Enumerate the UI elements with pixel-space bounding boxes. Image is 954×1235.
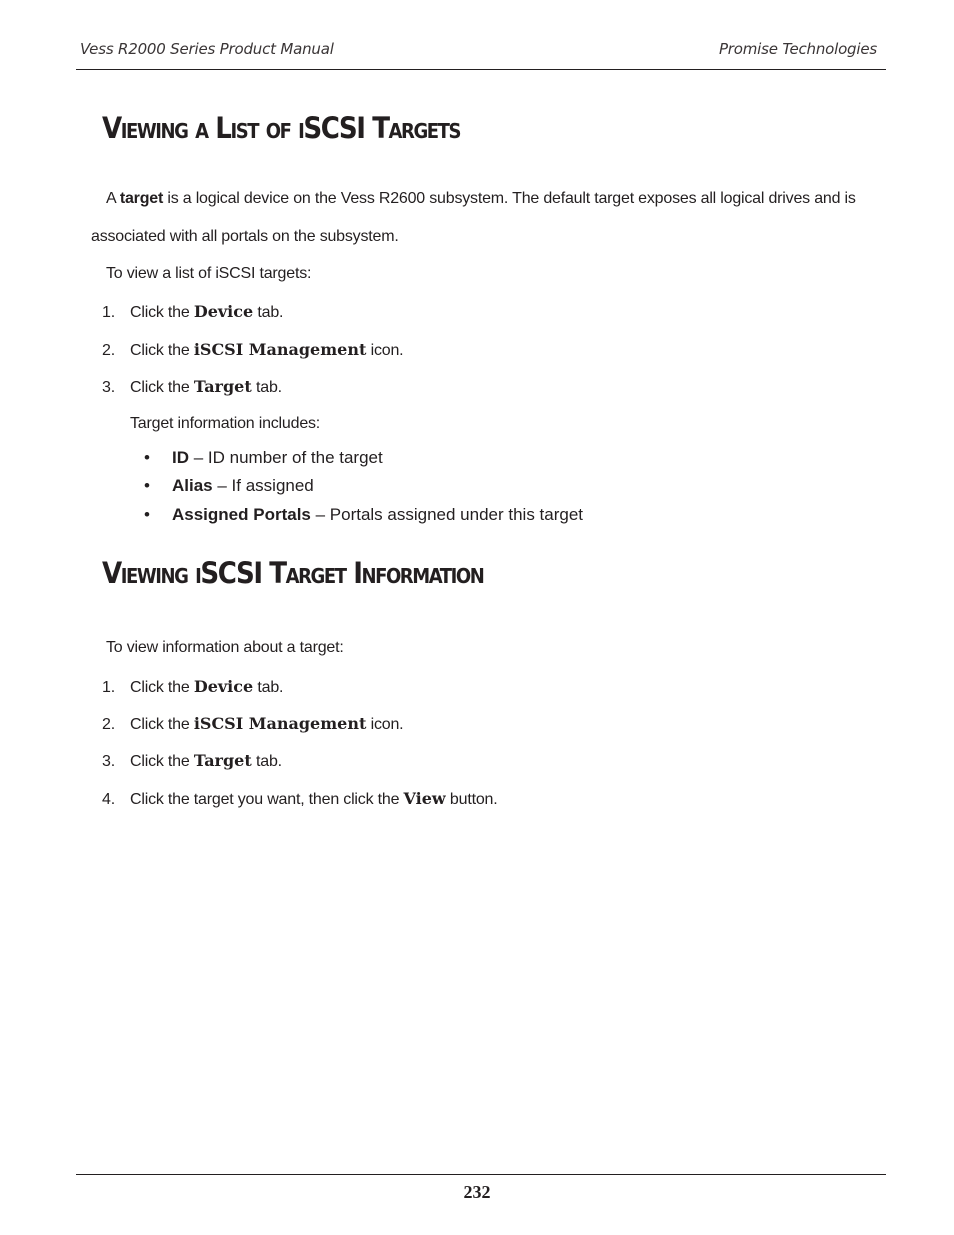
step-number: 3. <box>102 379 115 396</box>
list-item <box>144 476 314 496</box>
step-item <box>102 377 282 397</box>
bullet-desc: – If assigned <box>212 476 314 495</box>
procedure-lead: To view information about a target: <box>106 639 344 656</box>
step-item <box>102 340 403 360</box>
ui-term-iscsi-management: iSCSI Management <box>193 340 367 359</box>
section-heading-list-targets: Viewing a List of iSCSI Targets <box>102 111 461 145</box>
step-text: button. <box>445 791 498 808</box>
bullet-desc: – ID number of the target <box>189 448 383 467</box>
step-text: tab. <box>251 753 282 770</box>
bullet-term: ID <box>172 448 189 467</box>
step-text: tab. <box>253 304 284 321</box>
intro-paragraph-line-1 <box>106 190 856 208</box>
step-item <box>102 714 403 734</box>
ui-term-target: Target <box>193 751 252 770</box>
bullet-desc: – Portals assigned under this target <box>310 505 584 524</box>
bullet-glyph: • <box>144 448 150 467</box>
step-text: Click the <box>130 304 194 321</box>
intro-text: A <box>106 190 120 207</box>
step-number: 2. <box>102 342 115 359</box>
ui-term-device: Device <box>193 302 254 321</box>
list-item <box>144 448 383 468</box>
step-text: Click the <box>130 679 194 696</box>
step-item <box>102 677 283 697</box>
step-text: Click the <box>130 753 194 770</box>
ui-term-target: Target <box>193 377 252 396</box>
ui-term-iscsi-management: iSCSI Management <box>193 714 367 733</box>
step-text: Click the target you want, then click the <box>130 791 404 808</box>
bullet-term: Assigned Portals <box>172 505 311 524</box>
step-number: 1. <box>102 679 115 696</box>
step-number: 4. <box>102 791 115 808</box>
company-name: Promise Technologies <box>718 40 877 58</box>
step-text: Click the <box>130 716 194 733</box>
manual-title: Vess R2000 Series Product Manual <box>80 40 334 58</box>
step-item <box>102 302 283 322</box>
footer-rule <box>76 1174 886 1175</box>
term-target: target <box>119 190 164 207</box>
step-number: 3. <box>102 753 115 770</box>
ui-term-device: Device <box>193 677 254 696</box>
bullet-glyph: • <box>144 476 150 495</box>
step-text: tab. <box>251 379 282 396</box>
info-lead: Target information includes: <box>130 415 321 432</box>
step-number: 1. <box>102 304 115 321</box>
step-text: Click the <box>130 342 194 359</box>
step-item <box>102 751 282 771</box>
intro-paragraph-line-2: associated with all portals on the subsystem. <box>91 228 399 245</box>
bullet-glyph: • <box>144 505 150 524</box>
procedure-lead: To view a list of iSCSI targets: <box>106 265 312 282</box>
step-text: tab. <box>253 679 284 696</box>
ui-term-view: View <box>403 789 446 808</box>
step-text: icon. <box>366 342 404 359</box>
section-heading-target-info: Viewing iSCSI Target Information <box>102 556 484 590</box>
intro-text: is a logical device on the Vess R2600 subsystem. The default target exposes all logical drives and is <box>163 190 856 207</box>
bullet-term: Alias <box>172 476 213 495</box>
page-number: 232 <box>463 1182 491 1202</box>
step-text: icon. <box>366 716 404 733</box>
step-item <box>102 789 497 809</box>
running-header <box>76 40 886 70</box>
step-text: Click the <box>130 379 194 396</box>
list-item <box>144 505 583 525</box>
step-number: 2. <box>102 716 115 733</box>
